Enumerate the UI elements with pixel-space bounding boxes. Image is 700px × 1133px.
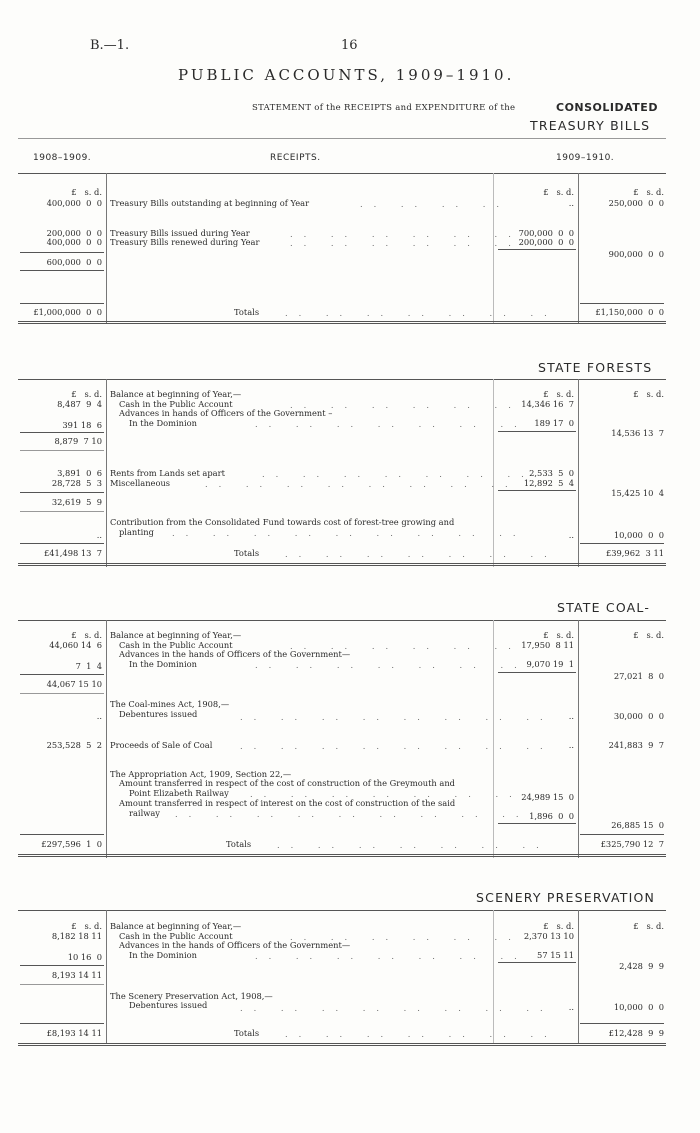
row-description: Rents from Lands set apart [110,468,225,478]
prev-amount: 253,528 5 2 [46,740,102,750]
column-divider [578,620,579,858]
page-reference: B.—1. [90,38,130,53]
right-amount: 250,000 0 0 [608,198,664,208]
section-heading-treasury: TREASURY BILLS [530,118,651,133]
leader-dots: .. .. .. .. .. .. [290,400,522,410]
row-description: Cash in the Public Account [119,931,233,941]
subtotal-rule [498,823,576,824]
subtotal-rule [20,270,104,271]
column-divider [493,910,494,1044]
mid-amount: 189 17 0 [534,418,574,428]
prev-amount: .. [96,530,102,540]
total-right: £39,962 3 11 [605,548,664,558]
currency-header: £ s. d. [543,389,574,399]
column-header-curr-year: 1909–1910. [556,153,615,163]
prev-amount: 7 1 4 [75,661,102,671]
subtotal-rule [20,965,104,966]
total-prev: £297,596 1 0 [41,839,102,849]
currency-header: £ s. d. [543,630,574,640]
leader-dots: .. .. .. .. .. .. [290,932,522,942]
prev-amount: 44,067 15 10 [46,679,102,689]
row-description: The Appropriation Act, 1909, Section 22,— [110,769,292,779]
row-description: In the Dominion [129,950,197,960]
double-rule [18,854,666,857]
totals-label: Totals [226,839,252,849]
subtotal-rule [498,490,576,491]
double-rule [18,563,666,566]
row-description: Advances in the hands of Officers of the Government— [119,940,351,950]
column-divider [493,620,494,858]
leader-dots: .. .. .. .. .. .. .. [255,951,528,961]
subtotal-rule [20,492,104,493]
statement-caption: STATEMENT of the RECEIPTS and EXPENDITURE of the [252,103,516,113]
currency-header: £ s. d. [633,187,664,197]
page-title: PUBLIC ACCOUNTS, 1909–1910. [178,66,515,84]
row-description: Cash in the Public Account [119,640,233,650]
leader-dots: .. .. .. .. .. .. .. .. [240,741,554,751]
row-description: Cash in the Public Account [119,399,233,409]
column-divider [578,379,579,567]
total-rule [580,1023,664,1024]
right-amount: 241,883 9 7 [608,740,664,750]
row-description: Amount transferred in respect of the cost of construction of the Greymouth and [119,778,455,788]
right-amount: 900,000 0 0 [608,249,664,259]
column-divider [106,620,107,858]
prev-amount: 32,619 5 9 [51,497,102,507]
prev-amount: 44,060 14 6 [49,640,102,650]
leader-dots: .. .. .. .. .. .. .. [255,419,528,429]
total-rule [580,543,664,544]
prev-amount: 200,000 0 0 [46,228,102,238]
row-description: Treasury Bills issued during Year [110,228,250,238]
row-description: In the Dominion [129,659,197,669]
total-rule [20,1023,104,1024]
leader-dots: .. .. .. .. .. .. .. [285,308,558,318]
mid-amount: 12,892 5 4 [523,478,574,488]
right-amount: 14,536 13 7 [611,428,664,438]
statement-caption-bold: CONSOLIDATED [556,101,658,114]
prev-amount: 600,000 0 0 [46,257,102,267]
leader-dots: .. .. .. .. .. .. .. [277,840,550,850]
prev-amount: 8,487 9 4 [57,399,102,409]
prev-amount: 10 16 0 [67,952,102,962]
column-header-receipts: RECEIPTS. [270,153,321,163]
leader-dots: .. .. .. .. .. .. .. [285,1029,558,1039]
prev-amount: 8,193 14 11 [51,970,102,980]
mid-amount: 17,950 8 11 [521,640,574,650]
mid-amount: .. [568,530,574,540]
mid-amount: 1,896 0 0 [529,811,574,821]
row-description: Proceeds of Sale of Coal [110,740,213,750]
subtotal-rule [498,962,576,963]
total-rule [580,834,664,835]
mid-amount: 57 15 11 [537,950,574,960]
prev-amount: 8,182 18 11 [51,931,102,941]
mid-amount: .. [568,198,574,208]
mid-amount: .. [568,740,574,750]
rule [18,138,666,139]
prev-amount: 400,000 0 0 [46,198,102,208]
mid-amount: 700,000 0 0 [518,228,574,238]
currency-header: £ s. d. [543,921,574,931]
leader-dots: .. .. .. .. .. .. [290,641,522,651]
rule [18,173,666,174]
rule [18,379,666,380]
row-description: Treasury Bills outstanding at beginning of Year [110,198,310,208]
right-amount: 26,885 15 0 [611,820,664,830]
row-description: Balance at beginning of Year,— [110,389,242,399]
column-divider [578,173,579,323]
right-amount: 15,425 10 4 [611,488,664,498]
leader-dots: .. .. .. .. .. .. .. [255,660,528,670]
prev-amount: 391 18 6 [62,420,102,430]
row-description: railway [129,808,160,818]
right-amount: 27,021 8 0 [613,671,664,681]
currency-header: £ s. d. [633,389,664,399]
total-rule [20,834,104,835]
subtotal-rule [20,674,104,675]
right-amount: 10,000 0 0 [613,530,664,540]
leader-dots: .. .. .. .. .. .. .. .. .. [175,809,530,819]
rule [18,620,666,621]
row-description: Point Elizabeth Railway [129,788,229,798]
currency-header: £ s. d. [71,389,102,399]
column-divider [578,910,579,1044]
mid-amount: 2,370 13 10 [523,931,574,941]
leader-dots: .. .. .. .. .. .. [290,238,522,248]
total-right: £12,428 9 9 [608,1028,664,1038]
row-description: Advances in the hands of Officers of the Government— [119,649,351,659]
total-right: £1,150,000 0 0 [595,307,664,317]
subtotal-rule [20,252,104,253]
rule [18,910,666,911]
section-heading-coal: STATE COAL- [557,600,651,615]
totals-label: Totals [234,548,260,558]
prev-amount: 28,728 5 3 [51,478,102,488]
mid-amount: .. [568,1002,574,1012]
subtotal-rule [20,693,104,694]
section-heading-scenery: SCENERY PRESERVATION [476,890,656,905]
prev-amount: 3,891 0 6 [57,468,102,478]
subtotal-rule [20,450,104,451]
mid-amount: 2,533 5 0 [529,468,574,478]
leader-dots: .. .. .. .. .. .. .. [262,469,535,479]
subtotal-rule [498,431,576,432]
row-description: In the Dominion [129,418,197,428]
mid-amount: 9,070 19 1 [526,659,574,669]
total-rule [580,303,664,304]
mid-amount: 24,989 15 0 [521,792,574,802]
currency-header: £ s. d. [633,630,664,640]
row-description: The Coal-mines Act, 1908,— [110,699,230,709]
leader-dots: .. .. .. .. .. .. .. [285,549,558,559]
leader-dots: .. .. .. .. .. .. .. .. [205,479,519,489]
row-description: Contribution from the Consolidated Fund towards cost of forest-tree growing and [110,517,455,527]
row-description: Balance at beginning of Year,— [110,630,242,640]
subtotal-rule [20,511,104,512]
total-rule [20,303,104,304]
right-amount: 30,000 0 0 [613,711,664,721]
total-prev: £1,000,000 0 0 [33,307,102,317]
row-description: Miscellaneous [110,478,171,488]
leader-dots: .. .. .. .. .. .. .. .. [240,712,554,722]
column-divider [106,173,107,323]
prev-amount: 400,000 0 0 [46,237,102,247]
double-rule [18,1043,666,1046]
row-description: Debentures issued [129,1000,208,1010]
currency-header: £ s. d. [71,630,102,640]
leader-dots: .. .. .. .. [360,199,511,209]
currency-header: £ s. d. [633,921,664,931]
currency-header: £ s. d. [543,187,574,197]
right-amount: 10,000 0 0 [613,1002,664,1012]
total-rule [20,543,104,544]
column-divider [493,173,494,323]
column-divider [106,379,107,567]
total-right: £325,790 12 7 [600,839,664,849]
leader-dots: .. .. .. .. .. .. .. [250,789,523,799]
leader-dots: .. .. .. .. .. .. .. .. [240,1003,554,1013]
currency-header: £ s. d. [71,187,102,197]
leader-dots: .. .. .. .. .. .. .. .. .. [172,528,527,538]
prev-amount: 8,879 7 10 [54,436,102,446]
prev-amount: .. [96,711,102,721]
double-rule [18,321,666,324]
totals-label: Totals [234,1028,260,1038]
subtotal-rule [20,984,104,985]
section-heading-forests: STATE FORESTS [538,360,653,375]
currency-header: £ s. d. [71,921,102,931]
subtotal-rule [498,249,576,250]
row-description: The Scenery Preservation Act, 1908,— [110,991,273,1001]
row-description: Advances in hands of Officers of the Government – [119,408,333,418]
row-description: Treasury Bills renewed during Year [110,237,260,247]
row-description: Balance at beginning of Year,— [110,921,242,931]
totals-label: Totals [234,307,260,317]
mid-amount: .. [568,711,574,721]
column-divider [106,910,107,1044]
mid-amount: 200,000 0 0 [518,237,574,247]
mid-amount: 14,346 16 7 [521,399,574,409]
leader-dots: .. .. .. .. .. .. [290,229,522,239]
subtotal-rule [498,672,576,673]
right-amount: 2,428 9 9 [619,961,664,971]
row-description: Amount transferred in respect of interest on the cost of construction of the said [119,798,456,808]
column-header-prev-year: 1908–1909. [33,153,92,163]
subtotal-rule [20,432,104,433]
row-description: Debentures issued [119,709,198,719]
row-description: planting [119,527,154,537]
page-number: 16 [341,38,358,53]
total-prev: £8,193 14 11 [46,1028,102,1038]
total-prev: £41,498 13 7 [43,548,102,558]
